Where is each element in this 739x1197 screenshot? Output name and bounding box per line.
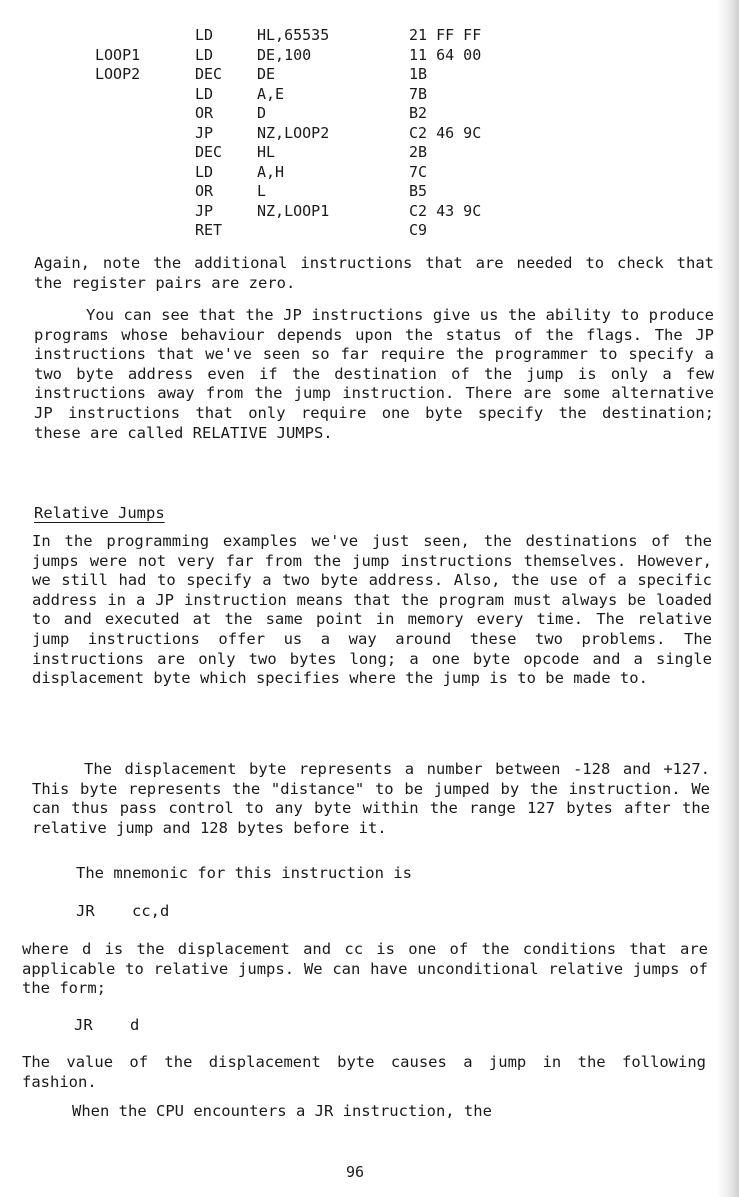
code-label <box>95 104 195 124</box>
code-label <box>95 163 195 183</box>
code-line <box>95 202 529 222</box>
code-label <box>95 202 195 222</box>
mnemonic-jr-cc-d: JR cc,d <box>76 902 170 920</box>
code-mnemonic: LD <box>195 162 214 181</box>
code-operand: NZ,LOOP1 <box>257 201 330 220</box>
code-label <box>95 182 195 202</box>
code-hex: 2B <box>409 143 428 161</box>
code-label: LOOP2 <box>95 65 141 83</box>
code-mnemonic: OR <box>195 104 214 122</box>
code-hex: B5 <box>409 182 428 200</box>
paragraph-displacement-value: The value of the displacement byte causes a jump in the following fashion. <box>22 1053 706 1091</box>
code-operand: A,H <box>257 162 285 181</box>
code-mnemonic: LD <box>195 26 214 44</box>
code-operand: L <box>257 182 267 200</box>
code-mnemonic: LD <box>195 84 214 103</box>
code-line <box>95 124 529 144</box>
code-operand: D <box>257 104 267 122</box>
code-operand: DE <box>257 65 276 83</box>
code-hex: 7B <box>409 84 428 103</box>
code-line <box>95 182 529 202</box>
code-line <box>95 163 529 183</box>
page-number: 96 <box>346 1163 365 1181</box>
code-hex: 7C <box>409 162 428 181</box>
code-mnemonic: DEC <box>195 143 223 161</box>
code-operand: A,E <box>257 84 285 103</box>
code-line <box>95 143 529 163</box>
code-hex: B2 <box>409 104 428 122</box>
code-line <box>95 104 529 124</box>
code-line <box>95 85 529 105</box>
code-hex: 1B <box>409 65 428 83</box>
code-line <box>95 46 529 66</box>
paragraph-relative-jumps-intro: In the programming examples we've just seen, the destinations of the jumps were not very far from the jump instructions themselves. However, we still had to specify a two byte address. Also, the use of a specific address in a JP instruction means that the program must always be loaded to and executed at the same point in memory every time. The relative jump instructions offer us a way around these two problems. The instructions are only two bytes long; a one byte opcode and a single displacement byte which specifies where the jump is to be made to. <box>32 532 712 688</box>
mnemonic-jr-d: JR d <box>74 1016 140 1034</box>
paragraph-displacement-byte: The displacement byte represents a number between -128 and +127. This byte represents the "distance" to be jumped by the instruction. We can thus pass control to any byte within the range 127 bytes after the relative jump and 128 bytes before it. <box>32 760 710 837</box>
code-operand <box>257 221 409 241</box>
page-edge-shadow <box>717 0 739 1197</box>
code-mnemonic: JP <box>195 201 214 220</box>
paragraph-mnemonic-intro: The mnemonic for this instruction is <box>76 864 412 882</box>
code-label <box>95 221 195 241</box>
assembly-code-listing <box>95 26 529 241</box>
code-operand: NZ,LOOP2 <box>257 123 330 142</box>
code-label <box>95 85 195 105</box>
code-operand: HL,65535 <box>257 26 330 44</box>
code-hex: 11 64 00 <box>409 45 482 64</box>
code-label <box>95 26 195 46</box>
code-line <box>95 26 529 46</box>
paragraph-cpu-encounters: When the CPU encounters a JR instruction, the <box>72 1102 492 1120</box>
code-line <box>95 65 529 85</box>
paragraph-register-pairs: Again, note the additional instructions that are needed to check that the register pairs are zero. <box>34 254 714 292</box>
code-mnemonic: DEC <box>195 65 223 83</box>
code-mnemonic: OR <box>195 182 214 200</box>
code-hex: C2 43 9C <box>409 201 482 220</box>
section-heading-relative-jumps: Relative Jumps <box>34 504 165 522</box>
paragraph-jp-instructions: You can see that the JP instructions give us the ability to produce programs whose behaviour depends upon the status of the flags. The JP instructions that we've seen so far require the programmer to specify a two byte address even if the destination of the jump is only a few instructions away from the jump instruction. There are some alternative JP instructions that only require one byte specify the destination; these are called RELATIVE JUMPS. <box>34 306 714 442</box>
code-label <box>95 124 195 144</box>
code-hex: C9 <box>409 221 428 239</box>
code-operand: HL <box>257 143 276 161</box>
code-label: LOOP1 <box>95 45 141 64</box>
code-operand: DE,100 <box>257 45 312 64</box>
code-line <box>95 221 529 241</box>
code-mnemonic: JP <box>195 123 214 142</box>
code-mnemonic: LD <box>195 45 214 64</box>
code-hex: C2 46 9C <box>409 123 482 142</box>
code-label <box>95 143 195 163</box>
code-mnemonic: RET <box>195 221 223 239</box>
paragraph-displacement-conditions: where d is the displacement and cc is one of the conditions that are applicable to relative jumps. We can have unconditional relative jumps of the form; <box>22 940 708 998</box>
code-hex: 21 FF FF <box>409 26 482 44</box>
